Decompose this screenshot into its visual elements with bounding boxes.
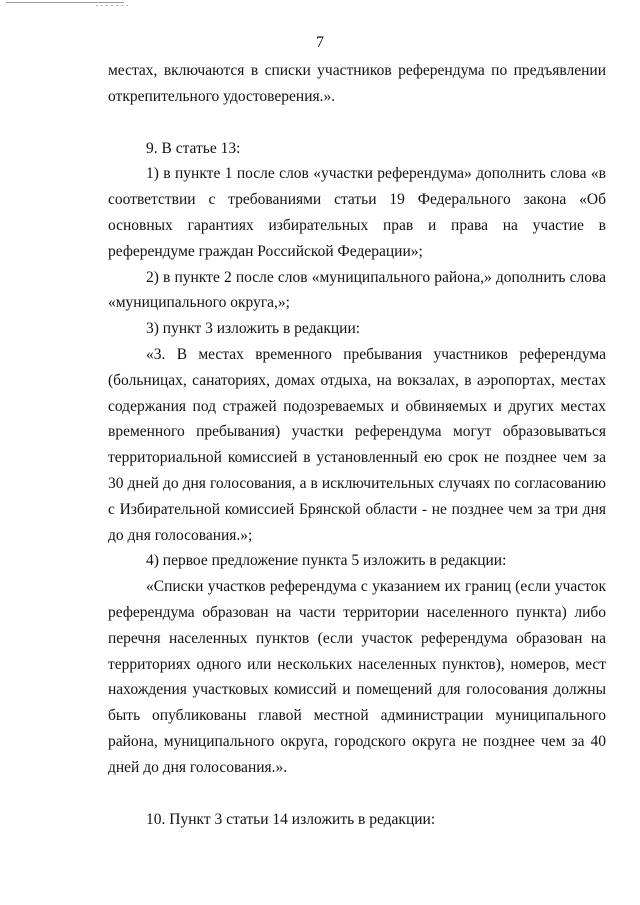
- paragraph-quote-point-3: «3. В местах временного пребывания участников референдума (больницах, санаториях, домах отдыха, на вокзалах, в аэропортах, местах содержания под стражей подозреваемых и обвиняемых и других местах временного пребывания) участки референдума могут образовываться территориальной комиссией в установленный ею срок не позднее чем за 30 дней до дня голосования, а в исключительных случаях по согласованию с Избирательной комиссией Брянской области - не позднее чем за три дня до дня голосования.»;: [108, 345, 606, 544]
- document-body: [108, 58, 606, 832]
- paragraph-item-9: 9. В статье 13:: [146, 139, 241, 157]
- page-number: 7: [316, 34, 324, 51]
- paragraph-subitem-4: 4) первое предложение пункта 5 изложить в редакции:: [146, 552, 507, 570]
- paragraph-item-10: 10. Пункт 3 статьи 14 изложить в редакции:: [146, 810, 436, 828]
- paragraph-subitem-3: 3) пункт 3 изложить в редакции:: [146, 320, 361, 338]
- paragraph-continuation: местах, включаются в списки участников референдума по предъявлении открепительного удостоверения.».: [108, 62, 606, 105]
- scan-artifact-dots: [96, 5, 130, 6]
- paragraph-quote-point-5: «Списки участков референдума с указанием их границ (если участок референдума образован на части территории населенного пункта) либо перечня населенных пунктов (если участок референдума образован на территориях одного или нескольких населенных пунктов), номеров, мест нахождения участковых комиссий и помещений для голосования должны быть опубликованы главой местной администрации муниципального района, муниципального округа, городского округа не позднее чем за 40 дней до дня голосования.».: [108, 578, 606, 776]
- paragraph-subitem-2: 2) в пункте 2 после слов «муниципального района,» дополнить слова «муниципального округа,»;: [108, 268, 606, 312]
- scan-artifact-line: [6, 2, 124, 3]
- paragraph-subitem-1: 1) в пункте 1 после слов «участки референдума» дополнить слова «в соответствии с требованиями статьи 19 Федерального закона «Об основных гарантиях избирательных прав и права на участие в референдуме граждан Российской Федерации»;: [108, 165, 606, 260]
